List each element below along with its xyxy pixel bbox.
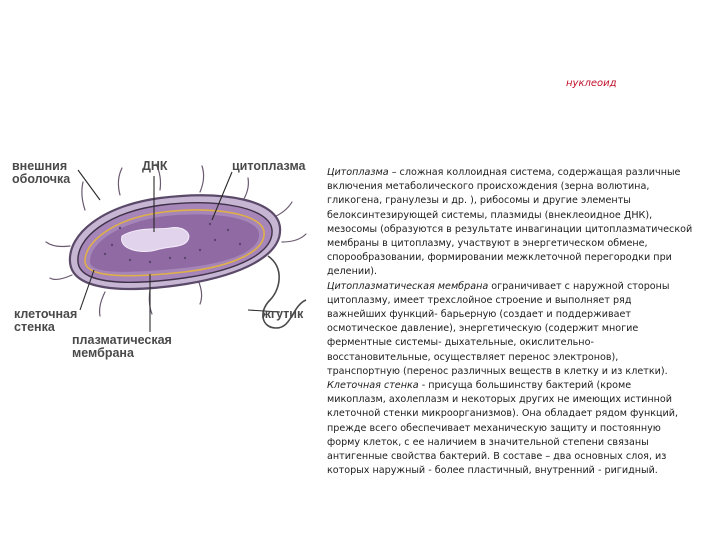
cytoplasm-label: цитоплазма: [232, 159, 306, 173]
body-cytoplasm: – сложная коллоидная система, содержащая различные включения метаболического происхождения (зерна волютина, гликогена, гранулезы и др. ), рибосомы и другие элементы белоксинтезирующей системы, плазмиды (внеклеоидное ДНК), мезосомы (образуются в результате инвагинации цитоплазматической мембраны в цитоплазму, участвуют в энергетическом обмене, спорообразовании, формировании межклеточной перегородки при делении).: [327, 167, 693, 278]
body-cell-wall: - присуща большинству бактерий (кроме микоплазм, ахолеплазм и некоторых других не имеющих истинной клеточной стенки микроорганизмов). Она обладает рядом функций, прежде всего обеспечивает механическую защиту и постоянную форму клеток, с ее наличием в значительной степени связаны антигенные свойства бактерий. В составе – два основных слоя, из которых наружный - более пластичный, внутренний - ригидный.: [327, 380, 679, 477]
plasma-membrane-label-line2: мембрана: [72, 346, 134, 360]
term-cell-wall: Клеточная стенка: [327, 380, 419, 392]
nucleoid-label: нуклеоид: [566, 78, 617, 89]
term-cytoplasm: Цитоплазма: [327, 167, 389, 178]
outer-shell-label-line2: оболочка: [12, 172, 71, 186]
cell-wall-label-line1: клеточная: [14, 307, 78, 321]
flagellum-label: жгутик: [262, 307, 304, 321]
cell-wall-label-line2: стенка: [14, 320, 55, 334]
paragraph-cytoplasm: [327, 166, 693, 280]
term-membrane: Цитоплазматическая мембрана: [327, 280, 489, 292]
outer-shell-label-line1: внешния: [12, 159, 68, 173]
body-membrane: ограничивает с наружной стороны цитоплазму, имеет трехслойное строение и выполняет ряд важнейших функций- барьерную (создает и поддерживает осмотическое давление), энергетическую (содержит многие ферментные системы- дыхательные, окислительно-восстановительные, осуществляет перенос электронов), транспортную (перенос различных веществ в клетку и из клетки).: [327, 280, 670, 377]
paragraph-cell-wall: [327, 379, 693, 478]
bacterium-diagram: [10, 150, 322, 380]
description-text: [327, 166, 693, 478]
plasma-membrane-label-line1: плазматическая: [72, 333, 172, 347]
dna-label: ДНК: [142, 159, 168, 173]
paragraph-membrane: [327, 280, 693, 379]
